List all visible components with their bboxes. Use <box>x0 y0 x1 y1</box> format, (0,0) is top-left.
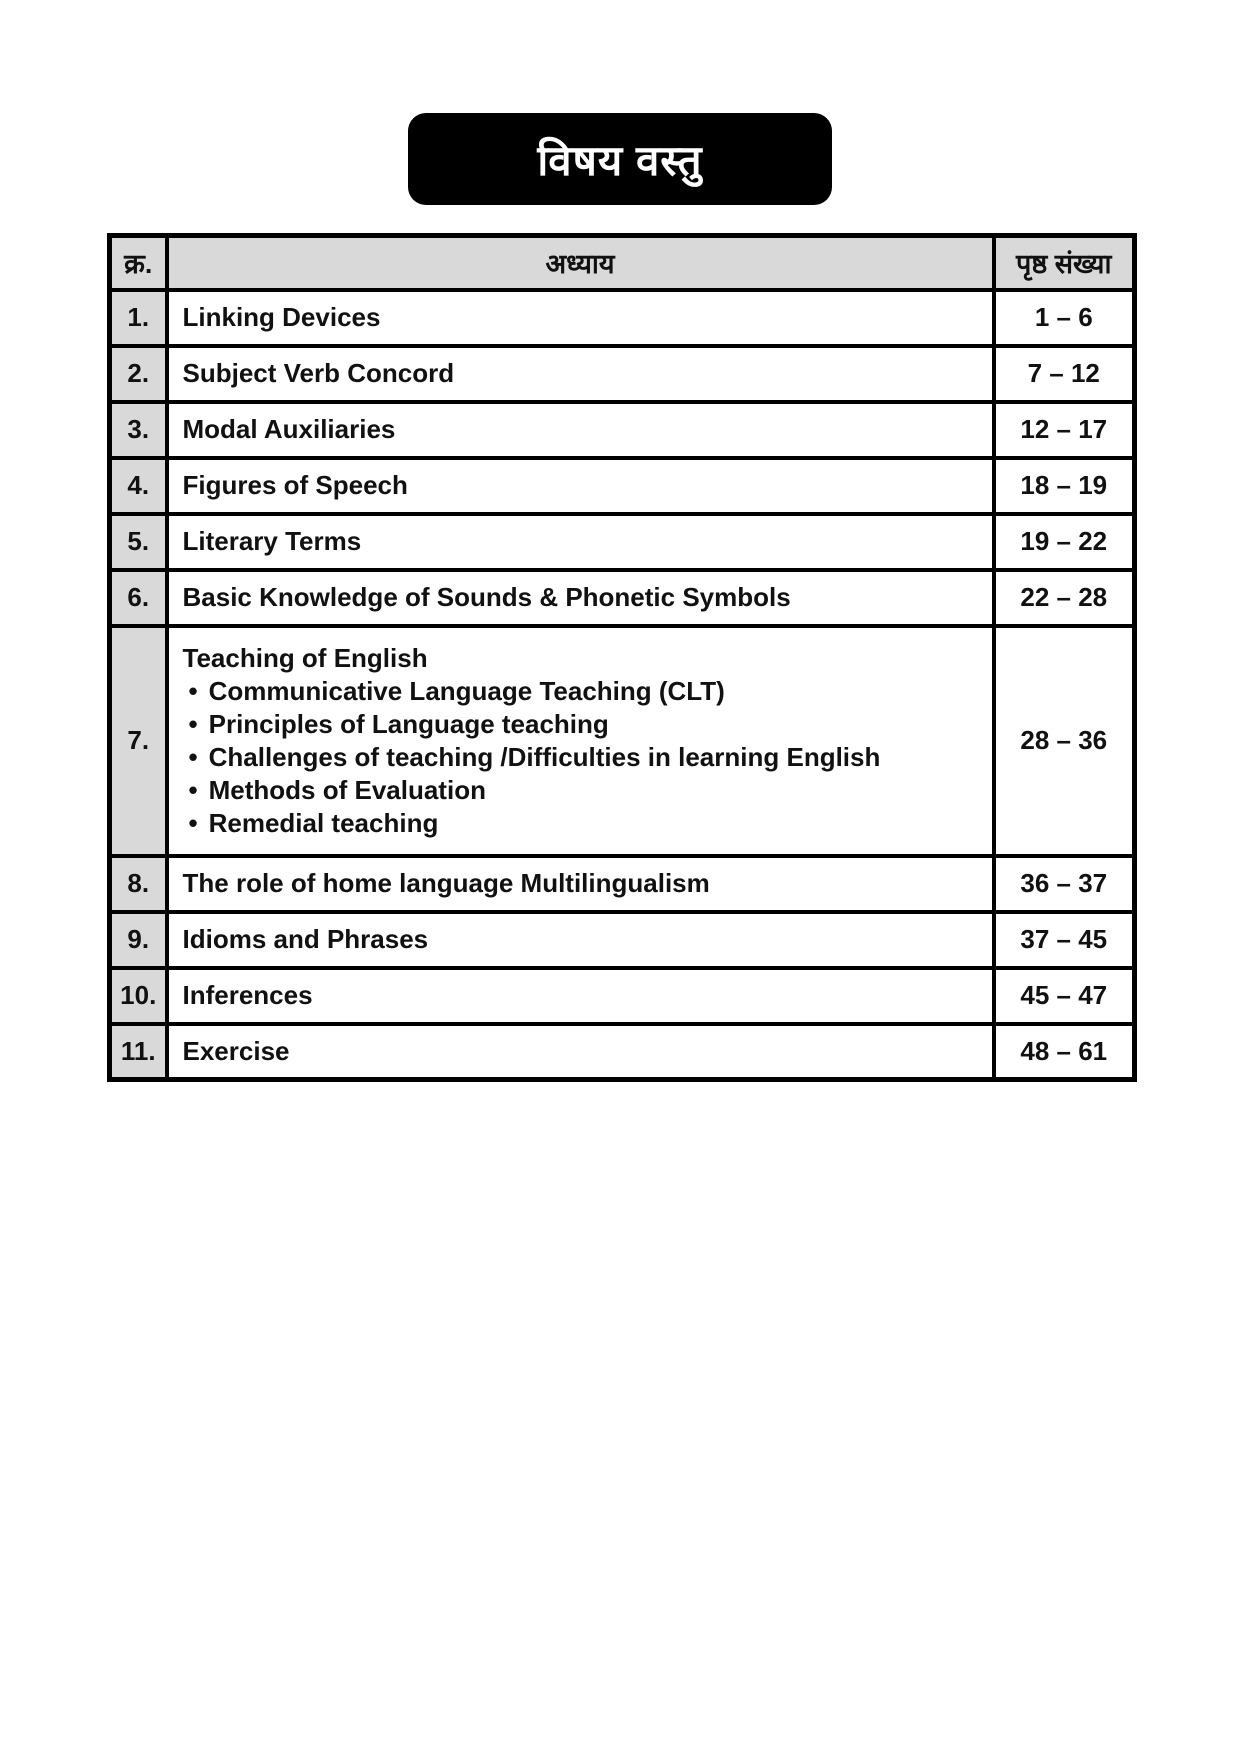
chapter-cell: The role of home language Multilingualism <box>167 856 994 912</box>
table-row <box>110 968 1135 1024</box>
table-row <box>110 514 1135 570</box>
table-row <box>110 402 1135 458</box>
bullet-item: • Principles of Language teaching <box>183 708 982 741</box>
chapter-cell: Subject Verb Concord <box>167 346 994 402</box>
pages-cell: 1 – 6 <box>994 290 1135 346</box>
serial-cell: 11. <box>110 1024 167 1080</box>
serial-cell: 6. <box>110 570 167 626</box>
pages-cell: 22 – 28 <box>994 570 1135 626</box>
page-title: विषय वस्तु <box>537 136 703 184</box>
table-row <box>110 290 1135 346</box>
table-row <box>110 626 1135 856</box>
chapter-cell: Literary Terms <box>167 514 994 570</box>
table-header-row <box>110 236 1135 290</box>
pages-cell: 19 – 22 <box>994 514 1135 570</box>
serial-cell: 4. <box>110 458 167 514</box>
header-chapter: अध्याय <box>167 236 994 290</box>
table-row <box>110 1024 1135 1080</box>
serial-cell: 10. <box>110 968 167 1024</box>
chapter-cell <box>167 626 994 856</box>
serial-cell: 3. <box>110 402 167 458</box>
table-row <box>110 570 1135 626</box>
page-title-box <box>408 113 832 205</box>
bullet-item: • Challenges of teaching /Difficulties in learning English <box>183 741 982 774</box>
table-row <box>110 856 1135 912</box>
pages-cell: 36 – 37 <box>994 856 1135 912</box>
chapter-cell: Modal Auxiliaries <box>167 402 994 458</box>
pages-cell: 7 – 12 <box>994 346 1135 402</box>
contents-table <box>107 233 1137 1082</box>
chapter-cell: Figures of Speech <box>167 458 994 514</box>
table-row <box>110 912 1135 968</box>
table-row <box>110 346 1135 402</box>
serial-cell: 9. <box>110 912 167 968</box>
serial-cell: 7. <box>110 626 167 856</box>
pages-cell: 28 – 36 <box>994 626 1135 856</box>
serial-cell: 1. <box>110 290 167 346</box>
serial-cell: 5. <box>110 514 167 570</box>
chapter-cell: Linking Devices <box>167 290 994 346</box>
bullet-list <box>183 675 982 840</box>
chapter-cell: Basic Knowledge of Sounds & Phonetic Symbols <box>167 570 994 626</box>
pages-cell: 37 – 45 <box>994 912 1135 968</box>
bullet-item: • Methods of Evaluation <box>183 774 982 807</box>
header-pages: पृष्ठ संख्या <box>994 236 1135 290</box>
pages-cell: 45 – 47 <box>994 968 1135 1024</box>
pages-cell: 12 – 17 <box>994 402 1135 458</box>
serial-cell: 8. <box>110 856 167 912</box>
pages-cell: 18 – 19 <box>994 458 1135 514</box>
chapter-group-title: Teaching of English <box>182 642 428 673</box>
chapter-cell: Exercise <box>167 1024 994 1080</box>
serial-cell: 2. <box>110 346 167 402</box>
table-row <box>110 458 1135 514</box>
chapter-cell: Inferences <box>167 968 994 1024</box>
pages-cell: 48 – 61 <box>994 1024 1135 1080</box>
chapter-cell: Idioms and Phrases <box>167 912 994 968</box>
bullet-item: • Remedial teaching <box>183 807 982 840</box>
bullet-item: • Communicative Language Teaching (CLT) <box>183 675 982 708</box>
header-serial: क्र. <box>110 236 167 290</box>
